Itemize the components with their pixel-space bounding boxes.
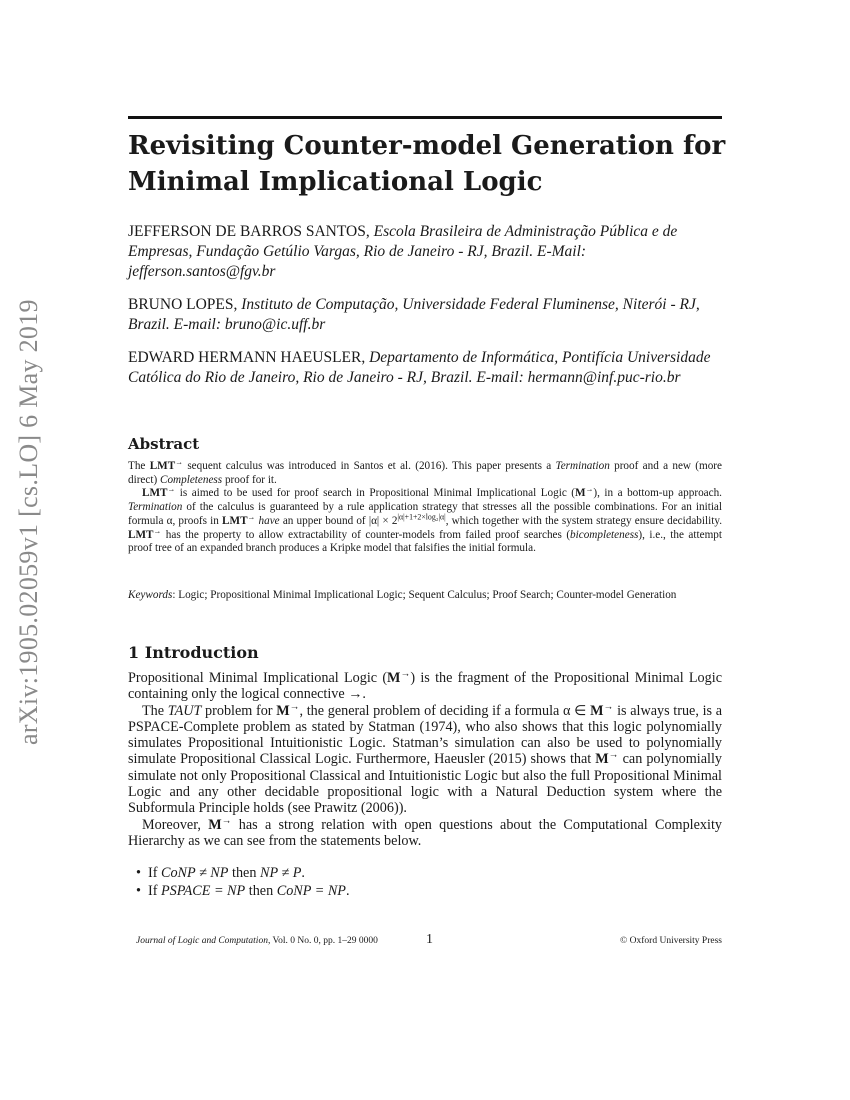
abstract-body [128,457,722,556]
page-number: 1 [426,932,433,947]
list-item: • If PSPACE = NP then CoNP = NP. [136,883,350,899]
author-block-2 [128,295,728,335]
author-name: BRUNO LOPES, [128,296,238,313]
bullet-icon: • [136,883,141,899]
journal-citation: Journal of Logic and Computation, Vol. 0 No. 0, pp. 1–29 0000 [136,936,378,946]
author-name: EDWARD HERMANN HAEUSLER, [128,349,366,366]
introduction-body [128,670,722,849]
copyright-notice: © Oxford University Press [620,936,722,946]
keywords-text: : Logic; Propositional Minimal Implicational Logic; Sequent Calculus; Proof Search; Counter-model Generation [172,589,677,601]
bullet-icon: • [136,865,141,881]
list-item: • If CoNP ≠ NP then NP ≠ P. [136,865,305,881]
author-name: JEFFERSON DE BARROS SANTOS, [128,223,370,240]
author-affiliation: Instituto de Computação, Universidade Federal Fluminense, Niterói - RJ, Brazil. E-mail: bruno@ic.uff.br [128,296,700,333]
keywords-label: Keywords [128,589,173,601]
intro-paragraph-1: Propositional Minimal Implicational Logic (M→) is the fragment of the Propositional Minimal Logic containing only the logical connective →. [128,668,722,703]
abstract-paragraph-1: The LMT→ sequent calculus was introduced in Santos et al. (2016). This paper presents a Termination proof and a new (more direct) Completeness proof for it. [128,457,722,486]
author-affiliation: Departamento de Informática, Pontifícia Universidade Católica do Rio de Janeiro, Rio de Janeiro - RJ, Brazil. E-mail: hermann@inf.puc-rio.br [128,349,711,386]
intro-paragraph-3: Moreover, M→ has a strong relation with open questions about the Computational Complexity Hierarchy as we can see from the statements below. [128,814,722,849]
abstract-paragraph-2: LMT→ is aimed to be used for proof search in Propositional Minimal Implicational Logic (M→), in a bottom-up approach. Termination of the calculus is guaranteed by a rule application strategy that stresses all the possible combinations. For an initial formula α, proofs in LMT→ have an upper bound of $|\alpha| \times 2^{|\alpha|+1+2\times log_2|\alpha|}$, which together with the system strategy ensure decidability. LMT→ has the property to allow extractability of counter-models from failed proof searches (bicompleteness), i.e., the attempt proof tree of an expanded branch produces a Kripke model that falsifies the initial formula. [128,484,722,555]
section-heading-introduction: 1 Introduction [128,643,259,662]
abstract-heading: Abstract [128,435,200,453]
bullet-list [136,864,716,900]
paper-title: Revisiting Counter-model Generation for Minimal Implicational Logic [128,131,726,197]
page-footer [128,934,722,948]
arxiv-side-stamp: arXiv:1905.02059v1 [cs.LO] 6 May 2019 [14,299,43,745]
keywords [128,588,722,602]
author-affiliation: Escola Brasileira de Administração Pública e de Empresas, Fundação Getúlio Vargas, Rio de Janeiro - RJ, Brazil. E-Mail: jefferson.santos@fgv.br [128,223,678,280]
author-block-1 [128,222,728,282]
title-rule [128,116,722,119]
author-block-3 [128,348,728,388]
intro-paragraph-2: The TAUT problem for M→, the general problem of deciding if a formula α ∈ M→ is always true, is a PSPACE-Complete problem as stated by Statman (1974), who also shows that this logic polynomially simulates Propositional Intuitionistic Logic. Statman’s simulation can also be used to polynomially simulate Propositional Classical Logic. Furthermore, Haeusler (2015) shows that M→ can polynomially simulate not only Propositional Classical and Intuitionistic Logic but also the full Propositional Minimal Logic and any other decidable propositional logic with a Natural Deduction system where the Subformula Principle holds (see Prawitz (2006)). [128,700,722,817]
